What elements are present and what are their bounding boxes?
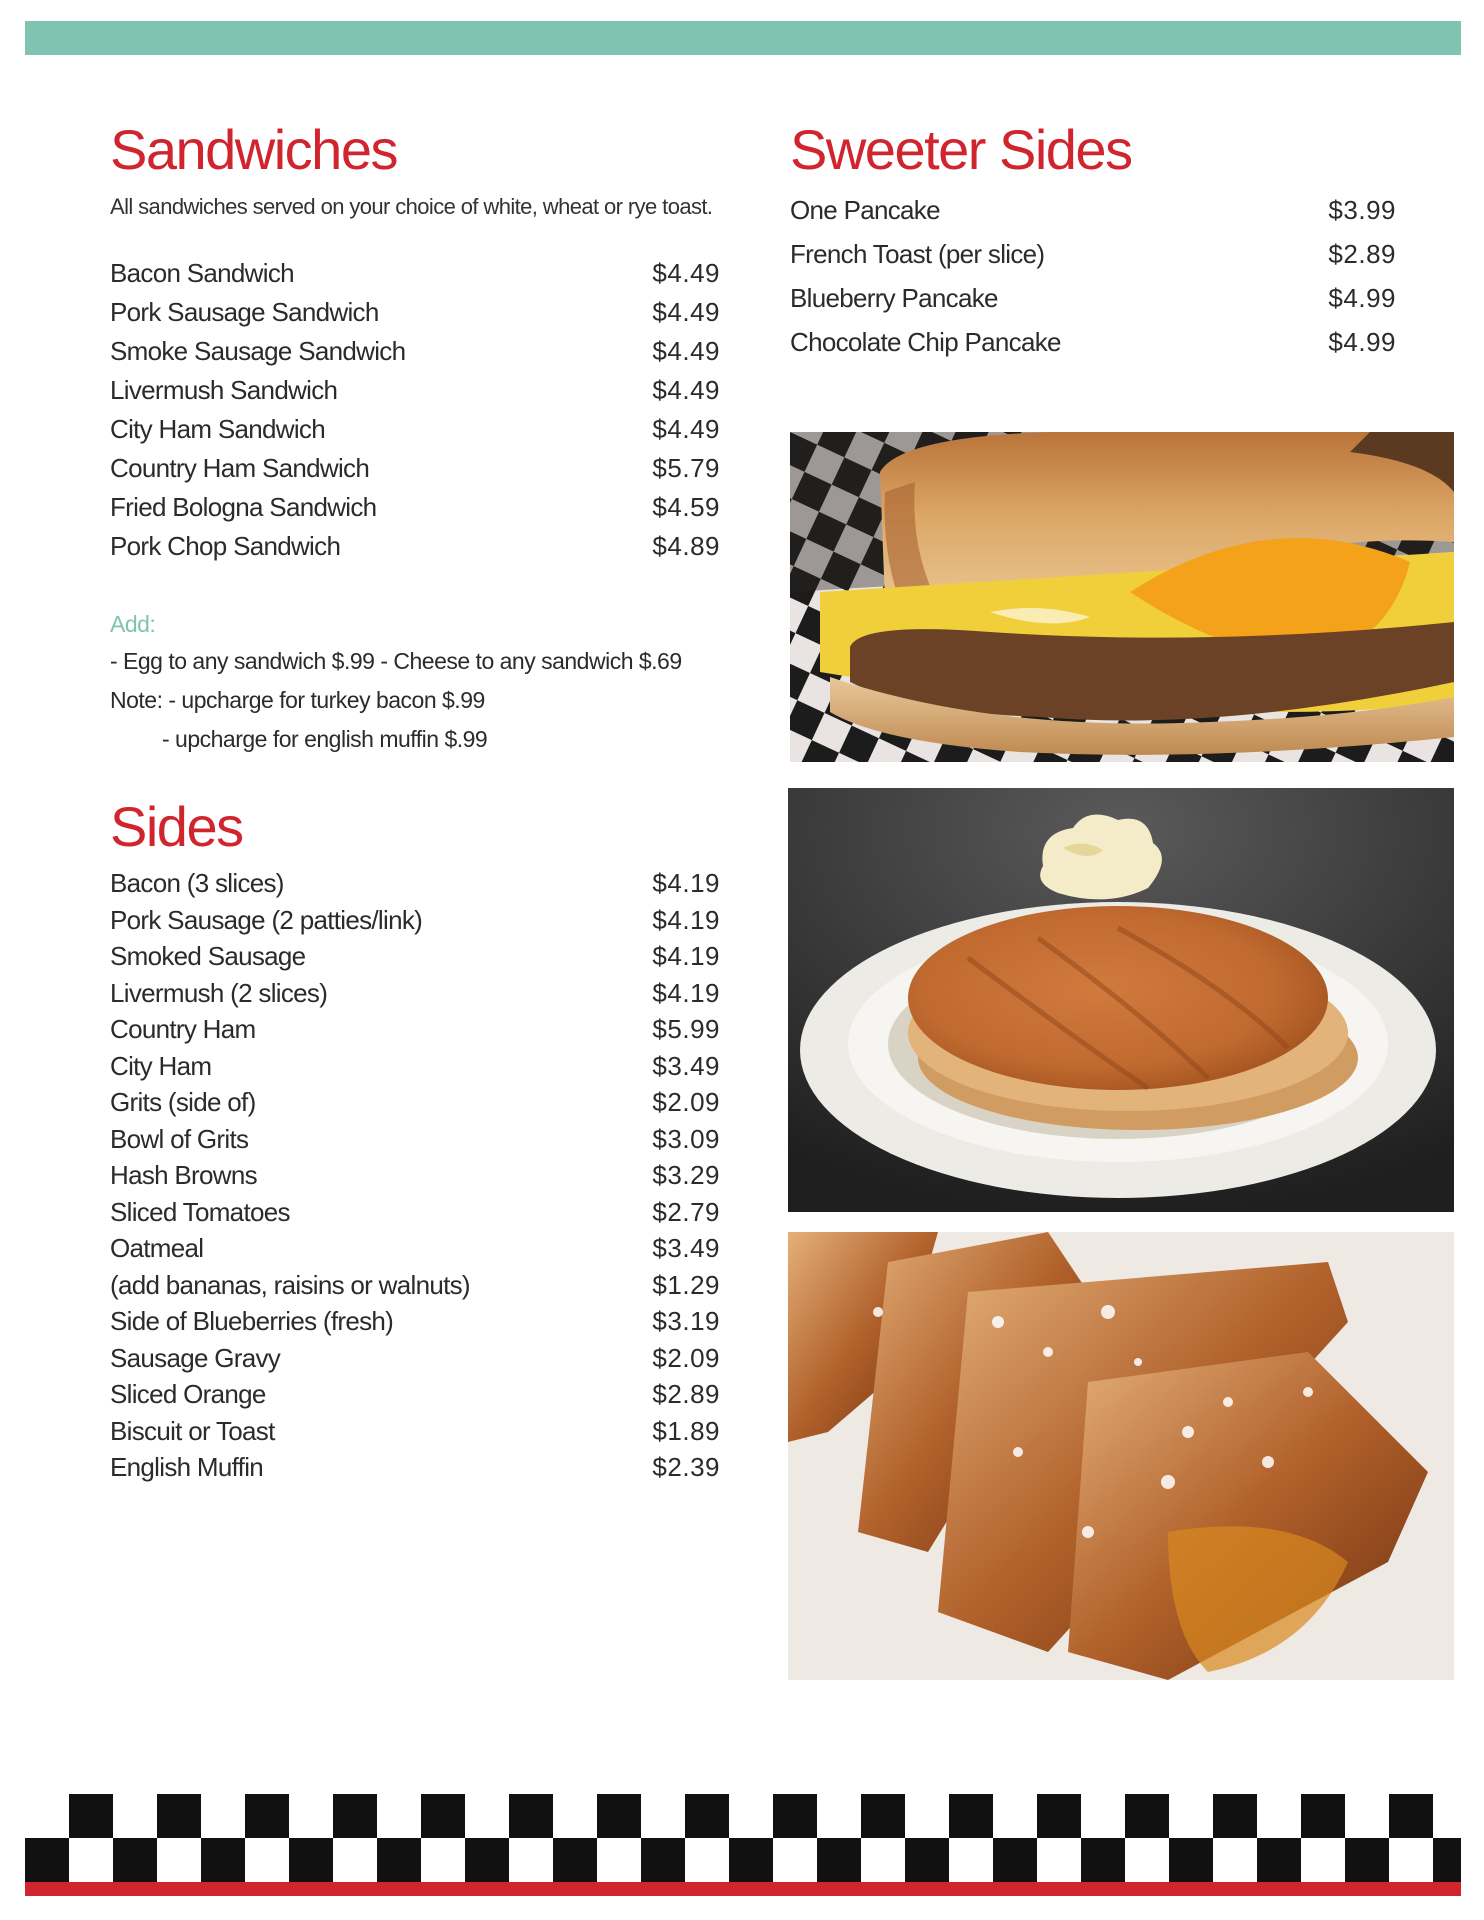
side-item xyxy=(110,865,720,902)
side-item xyxy=(110,975,720,1012)
sandwich-item xyxy=(110,410,720,449)
sandwich-item-name: Country Ham Sandwich xyxy=(110,453,370,483)
sweeter-sides-heading: Sweeter Sides xyxy=(790,118,1132,181)
side-item-name: Sliced Orange xyxy=(110,1379,266,1409)
side-item xyxy=(110,1121,720,1158)
sandwiches-heading: Sandwiches xyxy=(110,118,397,181)
sweeter-side-item-name: Chocolate Chip Pancake xyxy=(790,327,1061,357)
left-column xyxy=(110,112,720,1486)
side-item-price: $3.19 xyxy=(652,1306,720,1336)
sandwich-item-name: Smoke Sausage Sandwich xyxy=(110,336,406,366)
side-item xyxy=(110,1449,720,1486)
side-item-name: Hash Browns xyxy=(110,1160,257,1190)
side-item xyxy=(110,1230,720,1267)
sweeter-side-item-name: Blueberry Pancake xyxy=(790,283,998,313)
side-item-name: Sausage Gravy xyxy=(110,1342,281,1373)
sandwich-item xyxy=(110,527,720,566)
sandwich-item-price: $4.59 xyxy=(652,492,720,522)
side-item xyxy=(110,902,720,939)
sweeter-side-item-name: One Pancake xyxy=(790,195,940,225)
side-item xyxy=(110,1084,720,1121)
side-item-name: Oatmeal xyxy=(110,1233,204,1263)
side-item-name: Side of Blueberries (fresh) xyxy=(110,1306,394,1336)
checkered-border xyxy=(25,1794,1461,1882)
side-item-price: $1.89 xyxy=(652,1415,720,1446)
sweeter-side-item-price: $2.89 xyxy=(1328,239,1396,269)
side-item-price: $3.49 xyxy=(652,1050,720,1081)
side-item-name: Smoked Sausage xyxy=(110,941,306,971)
side-item xyxy=(110,1376,720,1413)
side-item-name: Livermush (2 slices) xyxy=(110,977,328,1008)
pancakes-photo xyxy=(788,788,1454,1212)
sandwich-item xyxy=(110,293,720,332)
sandwich-item-name: Pork Chop Sandwich xyxy=(110,531,341,561)
sweeter-side-item-name: French Toast (per slice) xyxy=(790,239,1045,269)
sides-list xyxy=(110,865,720,1486)
side-item xyxy=(110,1157,720,1194)
sweeter-side-item xyxy=(790,232,1396,276)
sandwich-item xyxy=(110,449,720,488)
side-item-price: $2.09 xyxy=(652,1342,720,1373)
side-item-price: $1.29 xyxy=(652,1269,720,1300)
side-item-name: Biscuit or Toast xyxy=(110,1415,275,1446)
egg-cheese-sandwich-photo xyxy=(790,432,1454,762)
side-item-name: Sliced Tomatoes xyxy=(110,1196,290,1227)
side-item-name: Country Ham xyxy=(110,1014,256,1044)
sweeter-side-item xyxy=(790,320,1396,364)
sandwiches-intro: All sandwiches served on your choice of white, wheat or rye toast. xyxy=(110,194,713,219)
bottom-red-stripe xyxy=(25,1882,1461,1896)
sweeter-side-item xyxy=(790,276,1396,320)
sandwich-item-name: City Ham Sandwich xyxy=(110,414,325,444)
sandwich-item-name: Bacon Sandwich xyxy=(110,258,294,288)
side-item-price: $4.19 xyxy=(652,941,720,971)
side-item-name: Grits (side of) xyxy=(110,1087,256,1117)
sandwich-item-price: $4.49 xyxy=(652,297,720,327)
side-item xyxy=(110,1048,720,1085)
sandwich-item-price: $4.89 xyxy=(652,531,720,561)
side-item-price: $2.89 xyxy=(652,1379,720,1409)
note-line-english-muffin: - upcharge for english muffin $.99 xyxy=(162,726,488,752)
sandwich-item xyxy=(110,254,720,293)
side-item-price: $3.09 xyxy=(652,1123,720,1154)
add-line: - Egg to any sandwich $.99 - Cheese to any sandwich $.69 xyxy=(110,648,682,674)
side-item-price: $3.49 xyxy=(652,1233,720,1263)
side-item-name: City Ham xyxy=(110,1050,212,1081)
note-line-turkey-bacon: Note: - upcharge for turkey bacon $.99 xyxy=(110,687,485,713)
top-accent-bar xyxy=(25,21,1461,55)
sandwich-item xyxy=(110,371,720,410)
right-column xyxy=(790,112,1460,364)
side-item-price: $4.19 xyxy=(652,977,720,1008)
side-item-name: English Muffin xyxy=(110,1452,264,1482)
side-item-name: (add bananas, raisins or walnuts) xyxy=(110,1269,470,1300)
sweeter-sides-list xyxy=(790,188,1460,364)
sweeter-side-item-price: $4.99 xyxy=(1328,327,1396,357)
sandwich-item-price: $4.49 xyxy=(652,336,720,366)
side-item-name: Pork Sausage (2 patties/link) xyxy=(110,904,423,935)
sandwich-item-name: Pork Sausage Sandwich xyxy=(110,297,379,327)
side-item xyxy=(110,1011,720,1048)
side-item-price: $4.19 xyxy=(652,868,720,898)
sweeter-side-item-price: $4.99 xyxy=(1328,283,1396,313)
side-item-price: $4.19 xyxy=(652,904,720,935)
side-item-price: $5.99 xyxy=(652,1014,720,1044)
sandwich-item xyxy=(110,488,720,527)
sandwich-item-price: $4.49 xyxy=(652,414,720,444)
sandwich-item-price: $5.79 xyxy=(652,453,720,483)
side-item-name: Bacon (3 slices) xyxy=(110,868,284,898)
sides-heading: Sides xyxy=(110,795,243,858)
side-item xyxy=(110,1303,720,1340)
side-item xyxy=(110,938,720,975)
sweeter-side-item-price: $3.99 xyxy=(1328,195,1396,225)
sandwich-item-price: $4.49 xyxy=(652,375,720,405)
sandwich-item-name: Livermush Sandwich xyxy=(110,375,338,405)
side-item xyxy=(110,1267,720,1304)
side-item-price: $3.29 xyxy=(652,1160,720,1190)
side-item xyxy=(110,1413,720,1450)
side-item-price: $2.09 xyxy=(652,1087,720,1117)
side-item-name: Bowl of Grits xyxy=(110,1123,249,1154)
add-label: Add: xyxy=(110,611,156,637)
sandwich-item-name: Fried Bologna Sandwich xyxy=(110,492,377,522)
side-item-price: $2.79 xyxy=(652,1196,720,1227)
sweeter-side-item xyxy=(790,188,1396,232)
side-item-price: $2.39 xyxy=(652,1452,720,1482)
french-toast-photo xyxy=(788,1232,1454,1680)
side-item xyxy=(110,1340,720,1377)
sandwich-item-price: $4.49 xyxy=(652,258,720,288)
sandwich-item xyxy=(110,332,720,371)
sandwiches-list xyxy=(110,254,720,566)
side-item xyxy=(110,1194,720,1231)
